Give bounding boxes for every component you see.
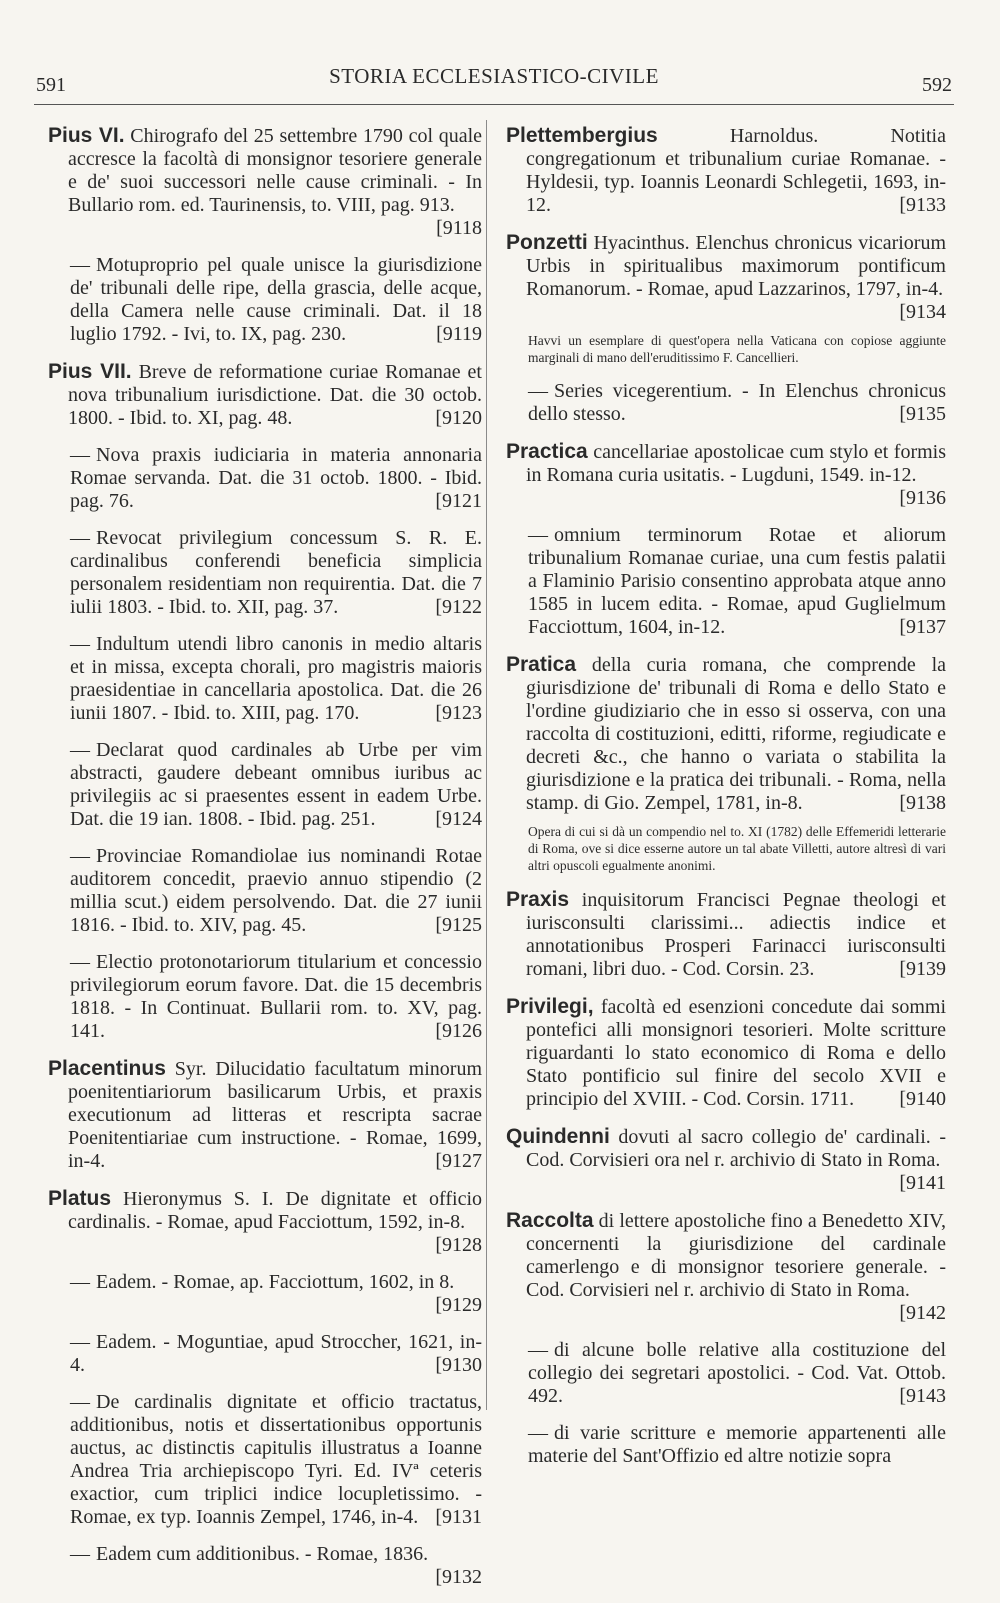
entry-dash: —: [528, 380, 548, 402]
bibliography-entry: [506, 1125, 946, 1195]
entry-text: Harnoldus. Notitia congregationum et tribunalium curiae Romanae. - Hyldesii, typ. Ioannis Leonardi Schlegetii, 1693, in-12.: [526, 125, 946, 216]
entry-dash: —: [528, 524, 548, 546]
running-title: STORIA ECCLESIASTICO-CIVILE: [329, 64, 659, 88]
entry-number: [9123: [435, 702, 482, 724]
bibliography-entry: [48, 1331, 482, 1377]
entry-text: Eadem cum additionibus. - Romae, 1836.: [96, 1543, 429, 1565]
entry-number: [9129: [435, 1294, 482, 1316]
bibliography-entry: [506, 888, 946, 981]
entry-headword: Privilegi,: [506, 995, 594, 1018]
bibliography-entry: [48, 1543, 482, 1589]
entry-text: Nova praxis iudiciaria in materia annonaria Romae servanda. Dat. die 31 octob. 1800. - Ibid. pag. 76.: [70, 444, 482, 512]
entry-text: omnium terminorum Rotae et aliorum tribunalium Romanae curiae, una cum festis palatii a Flaminio Parisio consentino approbata atque anno 1585 in lucem edita. - Romae, apud Guglielmum Facciottum, 1604, in-12.: [528, 524, 946, 638]
entry-dash: —: [528, 1422, 548, 1444]
entry-text: Declarat quod cardinales ab Urbe per vim abstracti, gaudere debeant omnibus iuribus ac privilegiis ac si praesentes essent in eadem Urbe. Dat. die 19 ian. 1808. - Ibid. pag. 251.: [70, 739, 482, 830]
entry-number: [9135: [899, 403, 946, 425]
entry-dash: —: [70, 527, 90, 549]
entry-number: [9125: [435, 914, 482, 936]
entry-text: di varie scritture e memorie appartenenti alle materie del Sant'Offizio ed altre notizie sopra: [528, 1422, 946, 1467]
entry-text: Eadem. - Romae, ap. Facciottum, 1602, in 8.: [96, 1271, 455, 1293]
entry-dash: —: [70, 254, 90, 276]
entry-number: [9127: [435, 1150, 482, 1172]
bibliography-entry: [506, 1422, 946, 1468]
entry-text: inquisitorum Francisci Pegnae theologi et iurisconsulti clarissimi... adiectis indice et annotationibus Prosperi Farinacci iurisconsulti romani, libri duo. - Cod. Corsin. 23.: [526, 889, 946, 980]
entry-dash: —: [70, 1391, 90, 1413]
entry-number: [9137: [899, 616, 946, 638]
bibliography-entry: [48, 1271, 482, 1317]
entry-dash: —: [70, 1543, 90, 1565]
page-number-left: 591: [36, 74, 66, 96]
entry-number: [9134: [899, 301, 946, 323]
right-column: [506, 124, 946, 1482]
entry-text: Series vicegerentium. - In Elenchus chronicus dello stesso.: [528, 380, 946, 425]
entry-dash: —: [70, 739, 90, 761]
left-column: [48, 124, 482, 1603]
entry-headword: Practica: [506, 440, 588, 463]
entry-dash: —: [528, 1339, 548, 1361]
entry-headword: Quindenni: [506, 1125, 610, 1148]
entry-text: Chirografo del 25 settembre 1790 col quale accresce la facoltà di monsignor tesoriere generale e de' suoi successori nelle cause criminali. - In Bullario rom. ed. Taurinensis, to. VIII, pag. 913.: [68, 125, 482, 216]
page-number-right: 592: [922, 74, 952, 96]
entry-text: di lettere apostoliche fino a Benedetto XIV, concernenti la giurisdizione del cardinale camerlengo e di monsignor tesoriere generale. - Cod. Corvisieri nel r. archivio di Stato in Roma.: [526, 1210, 947, 1301]
entry-number: [9122: [435, 596, 482, 618]
entry-number: [9138: [899, 792, 946, 814]
entry-number: [9126: [435, 1020, 482, 1042]
entry-text: Hieronymus S. I. De dignitate et officio cardinalis. - Romae, apud Facciottum, 1592, in-8.: [68, 1188, 483, 1233]
entry-dash: —: [70, 1271, 90, 1293]
entry-headword: Pius VI.: [48, 124, 125, 147]
entry-dash: —: [70, 1331, 90, 1353]
bibliography-entry: [48, 951, 482, 1043]
entry-headword: Placentinus: [48, 1057, 166, 1080]
entry-headword: Pratica: [506, 653, 577, 676]
entry-number: [9124: [435, 808, 482, 830]
bibliography-entry: [506, 380, 946, 426]
entry-text: Indultum utendi libro canonis in medio altaris et in missa, excepta chorali, pro magistris maioris praesidentiae in cancellaria apostolica. Dat. die 26 iunii 1807. - Ibid. to. XIII, pag. 170.: [70, 633, 482, 724]
bibliography-entry: [506, 231, 946, 324]
entry-text: Motuproprio pel quale unisce la giurisdizione de' tribunali delle ripe, della grascia, delle acque, della Camera nelle cause criminali. Dat. il 18 luglio 1792. - Ivi, to. IX, pag. 230.: [70, 254, 482, 345]
entry-headword: Platus: [48, 1187, 112, 1210]
bibliography-entry: [48, 1391, 482, 1529]
entry-text: facoltà ed esenzioni concedute dai sommi pontefici alli monsignori tesorieri. Molte scritture riguardanti lo stato economico di Roma e dello Stato pontificio sul finire del secolo XVII e principio del XVIII. - Cod. Corsin. 1711.: [526, 996, 946, 1110]
entry-text: Syr. Dilucidatio facultatum minorum poenitentiariorum basilicarum Urbis, et praxis executionum ad litteras et rescripta sacrae Poenitentiariae cum instructione. - Romae, 1699, in-4.: [68, 1058, 482, 1172]
entry-text: Electio protonotariorum titularium et concessio privilegiorum eorum favore. Dat. die 15 decembris 1818. - In Continuat. Bullarii rom. to. XV, pag. 141.: [70, 951, 482, 1042]
entry-text: Breve de reformatione curiae Romanae et nova tribunalium iurisdictione. Dat. die 30 octob. 1800. - Ibid. to. XI, pag. 48.: [68, 361, 482, 429]
bibliography-entry: [48, 527, 482, 619]
entry-number: [9130: [435, 1354, 482, 1376]
bibliography-entry: [506, 440, 946, 510]
bibliography-entry: [48, 254, 482, 346]
entry-number: [9143: [899, 1385, 946, 1407]
bibliography-entry: [48, 1057, 482, 1173]
entry-number: [9128: [435, 1234, 482, 1256]
entry-number: [9133: [899, 194, 946, 216]
running-header: [36, 62, 952, 98]
bibliography-entry: [48, 124, 482, 240]
bibliography-entry: [48, 1187, 482, 1257]
entry-number: [9142: [899, 1302, 946, 1324]
entry-number: [9136: [899, 487, 946, 509]
entry-headword: Ponzetti: [506, 231, 588, 254]
entry-text: Hyacinthus. Elenchus chronicus vicariorum Urbis in spiritualibus maximorum pontificum Romanorum. - Romae, apud Lazzarinos, 1797, in-4.: [526, 232, 946, 300]
entry-number: [9119: [436, 323, 482, 345]
entry-dash: —: [70, 633, 90, 655]
entry-headword: Plettembergius: [506, 124, 658, 147]
entry-text: Provinciae Romandiolae ius nominandi Rotae auditorem concedit, praevio annuo stipendio (2 millia scut.) eidem persolvendo. Dat. die 27 iunii 1816. - Ibid. to. XIV, pag. 45.: [70, 845, 482, 936]
bibliography-entry: [506, 653, 946, 815]
entry-dash: —: [70, 444, 90, 466]
entry-number: [9139: [899, 958, 946, 980]
bibliography-entry: [506, 124, 946, 217]
entry-text: cancellariae apostolicae cum stylo et formis in Romana curia usitatis. - Lugduni, 1549. in-12.: [526, 441, 946, 486]
entry-note: Havvi un esemplare di quest'opera nella Vaticana con copiose aggiunte marginali di mano dell'eruditissimo F. Cancellieri.: [528, 333, 946, 365]
entry-text: di alcune bolle relative alla costituzione del collegio dei segretari apostolici. - Cod. Vat. Ottob. 492.: [528, 1339, 946, 1407]
entry-number: [9131: [435, 1506, 482, 1528]
entry-text: Eadem. - Moguntiae, apud Stroccher, 1621, in-4.: [70, 1331, 482, 1376]
bibliography-entry: [506, 995, 946, 1111]
entry-headword: Raccolta: [506, 1209, 594, 1232]
entry-dash: —: [70, 951, 90, 973]
entry-text: Revocat privilegium concessum S. R. E. cardinalibus conferendi beneficia simplicia personalem residentiam non requirentia. Dat. die 7 iulii 1803. - Ibid. to. XII, pag. 37.: [70, 527, 482, 618]
entry-number: [9121: [435, 490, 482, 512]
entry-number: [9132: [435, 1566, 482, 1588]
entry-dash: —: [70, 845, 90, 867]
bibliography-entry: [48, 444, 482, 513]
bibliography-entry: [506, 1209, 946, 1325]
header-rule: [34, 104, 954, 105]
entry-number: [9141: [899, 1172, 946, 1194]
bibliography-entry: [506, 524, 946, 639]
entry-number: [9118: [436, 217, 482, 239]
entry-number: [9120: [435, 407, 482, 429]
entry-text: dovuti al sacro collegio de' cardinali. - Cod. Corvisieri ora nel r. archivio di Stato in Roma.: [526, 1126, 946, 1171]
bibliography-entry: [48, 739, 482, 831]
entry-text: De cardinalis dignitate et officio tractatus, additionibus, notis et dissertationibus opportunis auctus, ac distinctis capitulis illustratus a Ioanne Andrea Tria archiepiscopo Tyri. Ed. IVª ceteris exactior, cum triplici indice locupletissimo. - Romae, ex typ. Ioannis Zempel, 1746, in-4.: [70, 1391, 482, 1528]
bibliography-entry: [48, 633, 482, 725]
bibliography-entry: [48, 360, 482, 430]
bibliography-entry: [48, 845, 482, 937]
entry-number: [9140: [899, 1088, 946, 1110]
entry-headword: Pius VII.: [48, 360, 132, 383]
bibliography-entry: [506, 1339, 946, 1408]
column-divider: [486, 120, 487, 1410]
entry-note: Opera di cui si dà un compendio nel to. XI (1782) delle Effemeridi letterarie di Roma, ove si dice esserne autore un tal abate Villetti, autore altresì di vari altri opuscoli egualmente anonimi.: [528, 824, 946, 873]
entry-headword: Praxis: [506, 888, 570, 911]
entry-text: della curia romana, che comprende la giurisdizione de' tribunali di Roma e dello Stato e l'ordine giudiziario che in esso si osserva, con una raccolta di costituzioni, editti, riforme, regiudicate e decreti &c., che hanno o variata o stabilita la giurisdizione e la pratica dei tribunali. - Roma, nella stamp. di Gio. Zempel, 1781, in-8.: [526, 654, 947, 814]
